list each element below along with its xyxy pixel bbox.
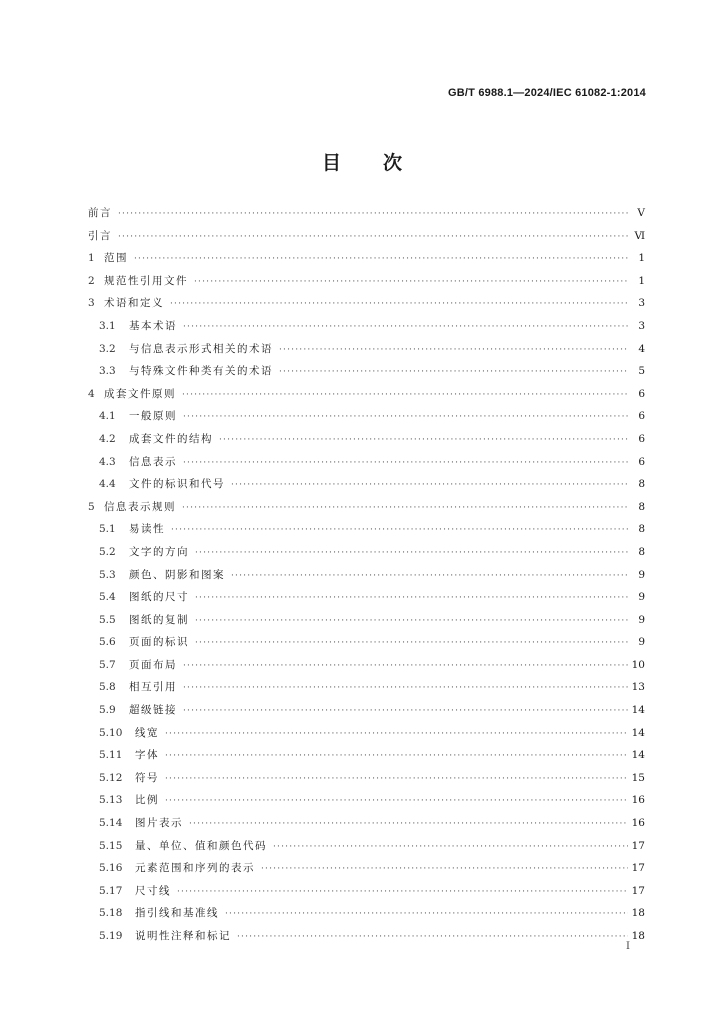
toc-entry[interactable] (88, 431, 645, 454)
toc-entry-number: 5 (88, 500, 95, 513)
toc-entry[interactable] (88, 792, 645, 815)
toc-entry-number: 5.8 (99, 681, 116, 694)
toc-dot-leader (279, 367, 629, 377)
toc-entry[interactable] (88, 521, 645, 544)
toc-dot-leader (225, 909, 628, 919)
toc-entry[interactable] (88, 341, 645, 364)
toc-entry-label: 基本术语 (129, 319, 177, 332)
toc-entry-number: 4.2 (99, 432, 116, 445)
toc-entry-page: Ⅴ (637, 207, 645, 219)
toc-entry-page: 18 (631, 907, 645, 920)
toc-entry-page: 16 (631, 817, 645, 830)
toc-entry-number: 2 (88, 274, 95, 287)
toc-entry[interactable] (88, 905, 645, 928)
toc-dot-leader (165, 796, 628, 806)
toc-entry[interactable] (88, 815, 645, 838)
toc-entry[interactable] (88, 702, 645, 725)
toc-dot-leader (165, 729, 628, 739)
toc-entry-page: 8 (638, 500, 645, 513)
toc-entry-page: 4 (638, 342, 645, 355)
toc-entry[interactable] (88, 228, 645, 251)
toc-entry-page: 6 (638, 455, 645, 468)
toc-entry-number: 4.3 (99, 455, 116, 468)
toc-entry-number: 5.14 (99, 817, 123, 830)
toc-entry-label: 术语和定义 (104, 297, 164, 310)
toc-dot-leader (165, 751, 628, 761)
toc-entry[interactable] (88, 408, 645, 431)
toc-entry-number: 5.2 (99, 545, 116, 558)
toc-entry-number: 5.10 (99, 726, 123, 739)
toc-entry-number: 5.15 (99, 839, 123, 852)
toc-entry-page: 3 (638, 319, 645, 332)
toc-entry-page: 3 (638, 297, 645, 310)
toc-entry-number: 4 (88, 387, 95, 400)
toc-entry-label: 成套文件的结构 (129, 432, 213, 445)
toc-entry[interactable] (88, 770, 645, 793)
standard-number: GB/T 6988.1—2024/IEC 61082-1:2014 (448, 87, 646, 99)
toc-dot-leader (231, 571, 629, 581)
toc-entry-page: 9 (638, 591, 645, 604)
toc-entry-page: 17 (631, 862, 645, 875)
toc-entry-page: 6 (638, 432, 645, 445)
toc-entry[interactable] (88, 318, 645, 341)
toc-entry-number: 3.1 (99, 319, 116, 332)
toc-entry-page: 17 (631, 884, 645, 897)
toc-entry-label: 与特殊文件种类有关的术语 (129, 365, 273, 378)
toc-entry-number: 5.11 (99, 749, 123, 762)
toc-entry[interactable] (88, 883, 645, 906)
toc-entry[interactable] (88, 928, 645, 951)
toc-entry-number: 5.1 (99, 523, 116, 536)
toc-dot-leader (118, 209, 629, 219)
toc-entry-label: 页面布局 (129, 658, 177, 671)
toc-entry-number: 3 (88, 297, 95, 310)
toc-entry-label: 文件的标识和代号 (129, 478, 225, 491)
toc-entry-page: 5 (638, 365, 645, 378)
toc-entry-page: 8 (638, 523, 645, 536)
toc-entry-page: 16 (631, 794, 645, 807)
toc-entry-page: 17 (631, 839, 645, 852)
toc-dot-leader (195, 616, 629, 626)
toc-entry-number: 5.16 (99, 862, 123, 875)
toc-entry-label: 尺寸线 (135, 884, 171, 897)
toc-dot-leader (273, 842, 628, 852)
toc-entry-number: 5.5 (99, 613, 116, 626)
toc-entry-page: 9 (638, 613, 645, 626)
toc-entry-label: 范围 (104, 252, 128, 265)
toc-dot-leader (183, 683, 628, 693)
toc-dot-leader (194, 277, 629, 287)
toc-dot-leader (195, 548, 629, 558)
toc-entry-page: 8 (638, 545, 645, 558)
toc-entry[interactable] (88, 205, 645, 228)
toc-entry[interactable] (88, 454, 645, 477)
toc-entry-label: 文字的方向 (129, 545, 189, 558)
toc-dot-leader (195, 593, 629, 603)
toc-dot-leader (134, 254, 629, 264)
toc-entry-number: 5.13 (99, 794, 123, 807)
toc-entry-page: 1 (638, 274, 645, 287)
toc-entry-label: 图片表示 (135, 817, 183, 830)
toc-dot-leader (182, 390, 629, 400)
toc-entry-page: 15 (631, 771, 645, 784)
toc-entry-page: 14 (631, 726, 645, 739)
toc-entry-page: Ⅵ (634, 229, 645, 242)
toc-entry-number: 1 (88, 252, 95, 265)
toc-entry-label: 页面的标识 (129, 636, 189, 649)
toc-entry-number: 5.3 (99, 568, 116, 581)
toc-entry-label: 信息表示 (129, 455, 177, 468)
toc-dot-leader (183, 706, 628, 716)
toc-entry-label: 超级链接 (129, 704, 177, 717)
toc-dot-leader (165, 774, 628, 784)
toc-entry-label: 与信息表示形式相关的术语 (129, 342, 273, 355)
toc-dot-leader (183, 458, 629, 468)
toc-entry-page: 14 (631, 704, 645, 717)
toc-entry-number: 3.3 (99, 365, 116, 378)
toc-entry[interactable] (88, 612, 645, 635)
toc-entry-number: 5.19 (99, 930, 123, 942)
toc-entry-number: 3.2 (99, 342, 116, 355)
toc-entry-label: 一般原则 (129, 410, 177, 423)
toc-dot-leader (183, 412, 629, 422)
toc-dot-leader (183, 661, 628, 671)
toc-entry[interactable] (88, 747, 645, 770)
toc-entry-label: 前言 (88, 207, 112, 219)
toc-entry-label: 比例 (135, 794, 159, 807)
toc-entry-label: 图纸的尺寸 (129, 591, 189, 604)
toc-entry-number: 5.7 (99, 658, 116, 671)
toc-entry-number: 5.4 (99, 591, 116, 604)
toc-dot-leader (170, 299, 629, 309)
toc-entry-number: 5.12 (99, 771, 123, 784)
toc-entry-label: 易读性 (129, 523, 165, 536)
toc-entry-label: 说明性注释和标记 (135, 930, 231, 942)
table-of-contents (88, 205, 645, 951)
toc-dot-leader (189, 819, 628, 829)
toc-entry-number: 5.18 (99, 907, 123, 920)
page-title-char-2: 次 (383, 152, 403, 174)
toc-entry-label: 颜色、阴影和图案 (129, 568, 225, 581)
toc-dot-leader (219, 435, 629, 445)
toc-entry-label: 相互引用 (129, 681, 177, 694)
toc-entry-label: 符号 (135, 771, 159, 784)
toc-entry[interactable] (88, 499, 645, 522)
toc-entry[interactable] (88, 250, 645, 273)
toc-entry-label: 信息表示规则 (104, 500, 176, 513)
toc-entry-page: 1 (638, 252, 645, 265)
toc-entry-number: 5.9 (99, 704, 116, 717)
toc-entry-label: 量、单位、值和颜色代码 (135, 839, 267, 852)
toc-dot-leader (279, 345, 629, 355)
toc-dot-leader (237, 932, 628, 942)
toc-entry[interactable] (88, 725, 645, 748)
toc-entry-page: 9 (638, 568, 645, 581)
toc-entry-page: 6 (638, 387, 645, 400)
toc-entry[interactable] (88, 634, 645, 657)
toc-dot-leader (231, 480, 629, 490)
page-number: I (626, 941, 630, 952)
toc-entry-label: 元素范围和序列的表示 (135, 862, 255, 875)
toc-dot-leader (195, 638, 629, 648)
toc-entry[interactable] (88, 860, 645, 883)
toc-entry-number: 5.6 (99, 636, 116, 649)
toc-entry[interactable] (88, 567, 645, 590)
toc-dot-leader (118, 232, 629, 242)
toc-entry-number: 5.17 (99, 884, 123, 897)
toc-dot-leader (182, 503, 629, 513)
toc-entry[interactable] (88, 679, 645, 702)
toc-entry-number: 4.1 (99, 410, 116, 423)
toc-entry-number: 4.4 (99, 478, 116, 491)
toc-entry[interactable] (88, 657, 645, 680)
toc-dot-leader (177, 887, 628, 897)
toc-entry[interactable] (88, 386, 645, 409)
toc-entry-page: 18 (631, 930, 645, 942)
toc-entry-page: 10 (631, 658, 645, 671)
toc-entry[interactable] (88, 838, 645, 861)
toc-entry-label: 引言 (88, 229, 112, 242)
page-title-char-1: 目 (321, 152, 341, 174)
toc-entry[interactable] (88, 476, 645, 499)
toc-entry-label: 指引线和基准线 (135, 907, 219, 920)
toc-entry-label: 图纸的复制 (129, 613, 189, 626)
toc-entry-label: 规范性引用文件 (104, 274, 188, 287)
toc-entry[interactable] (88, 295, 645, 318)
toc-dot-leader (261, 864, 628, 874)
toc-entry-page: 9 (638, 636, 645, 649)
toc-entry[interactable] (88, 544, 645, 567)
toc-entry-label: 字体 (135, 749, 159, 762)
toc-dot-leader (171, 525, 629, 535)
toc-entry-page: 13 (631, 681, 645, 694)
toc-entry[interactable] (88, 589, 645, 612)
toc-entry-page: 14 (631, 749, 645, 762)
toc-entry-label: 成套文件原则 (104, 387, 176, 400)
toc-dot-leader (183, 322, 629, 332)
page-title (0, 148, 724, 175)
toc-entry[interactable] (88, 363, 645, 386)
toc-entry-page: 6 (638, 410, 645, 423)
toc-entry[interactable] (88, 273, 645, 296)
toc-entry-label: 线宽 (135, 726, 159, 739)
toc-entry-page: 8 (638, 478, 645, 491)
